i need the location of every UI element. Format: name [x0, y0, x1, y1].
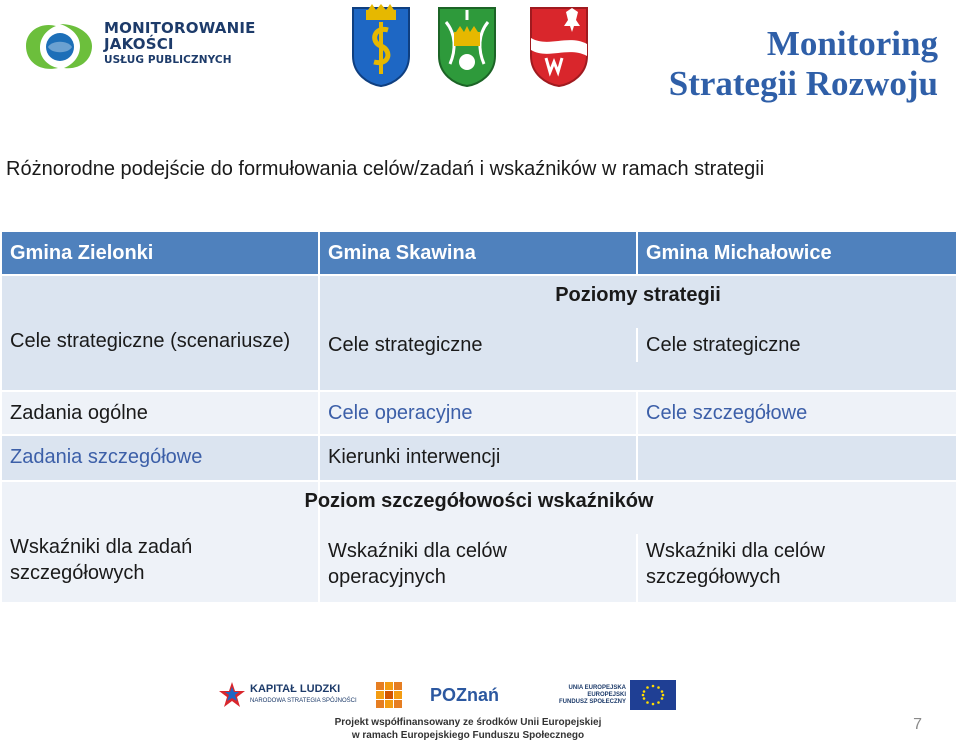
crest-zielonki-icon: [350, 4, 412, 88]
table-row: [2, 276, 956, 392]
regional-logo-icon: [374, 680, 404, 710]
eu-logo: [550, 680, 678, 710]
title-line2: Strategii Rozwoju: [668, 64, 938, 103]
page-number: 7: [913, 716, 922, 733]
logo-line1: MONITOROWANIE: [104, 19, 256, 37]
strategy-table: [2, 232, 956, 604]
page-title: [669, 24, 938, 104]
table-cell: Zadania ogólne: [2, 392, 320, 434]
table-cell: Wskaźniki dla celów operacyjnych: [320, 534, 638, 602]
cofinancing-line2: w ramach Europejskiego Funduszu Społecznego: [351, 730, 585, 741]
kl-line2: NARODOWA STRATEGIA SPÓJNOŚCI: [250, 698, 357, 704]
logo-line2: JAKOŚCI: [104, 35, 174, 53]
crest-michalowice-icon: [528, 4, 590, 88]
footer: [218, 680, 678, 740]
mjup-logo-mark: [22, 20, 96, 72]
ue-line1: UNIA EUROPEJSKA: [568, 684, 626, 691]
table-cell: [638, 436, 956, 480]
table-cell: Wskaźniki dla zadań szczegółowych: [2, 482, 320, 602]
table-row: [2, 392, 956, 436]
table-cell: Zadania szczegółowe: [2, 436, 320, 480]
table-cell: Cele strategiczne: [646, 334, 801, 356]
table-cell: Cele strategiczne: [320, 328, 638, 362]
kapital-ludzki-logo: [218, 680, 358, 710]
mjup-logo: [22, 14, 272, 76]
title-line1: Monitoring: [766, 24, 938, 63]
kapital-ludzki-star-icon: [218, 681, 246, 709]
ue-line3: FUNDUSZ SPOŁECZNY: [558, 698, 626, 705]
table-cell: Cele operacyjne: [320, 392, 638, 434]
ue-line2: EUROPEJSKI: [587, 691, 626, 698]
table-row: [2, 436, 956, 482]
column-header: Gmina Skawina: [320, 232, 638, 274]
table-cell: Kierunki interwencji: [320, 436, 638, 480]
table-cell: Cele strategiczne (scenariusze): [2, 276, 320, 390]
cofinancing-note: [318, 716, 618, 742]
table-cell: Cele szczegółowe: [646, 402, 808, 424]
table-row: [2, 482, 956, 604]
section-label-indicators: Poziom szczegółowości wskaźników: [304, 490, 654, 512]
logo-line3: USŁUG PUBLICZNYCH: [104, 54, 232, 66]
table-cell: Wskaźniki dla celów szczegółowych: [646, 540, 825, 588]
subtitle: Różnorodne podejście do formułowania celów/zadań i wskaźników w ramach strategii: [6, 158, 765, 180]
kl-line1: KAPITAŁ LUDZKI: [250, 683, 341, 695]
cofinancing-line1: Projekt współfinansowany ze środków Unii Europejskiej: [334, 717, 602, 728]
eu-flag-icon: [630, 680, 676, 710]
table-header-row: [2, 232, 956, 276]
crest-skawina-icon: [436, 4, 498, 88]
column-header: Gmina Zielonki: [2, 232, 320, 274]
column-header: Gmina Michałowice: [646, 242, 832, 264]
poznan-logo: POZnań: [430, 684, 500, 705]
section-label-levels: Poziomy strategii: [555, 284, 721, 306]
